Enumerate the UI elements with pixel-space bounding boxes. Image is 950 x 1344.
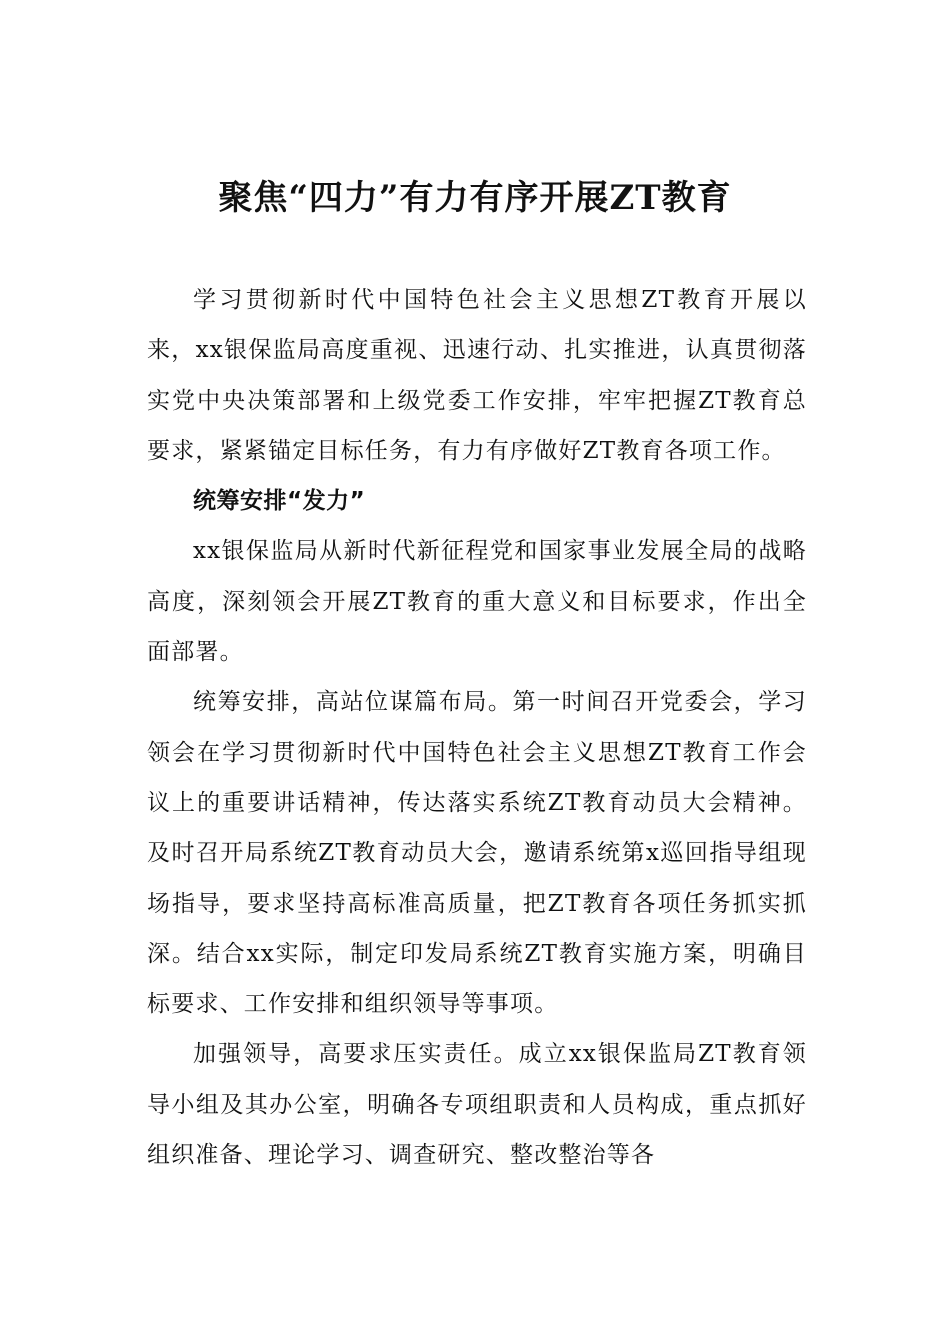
document-body (147, 275, 807, 1180)
document-title: 聚焦“四力”有力有序开展ZT教育 (218, 178, 732, 218)
section-paragraph-3: 加强领导，高要求压实责任。成立xx银保监局ZT教育领导小组及其办公室，明确各专项组职责和人员构成，重点抓好组织准备、理论学习、调查研究、整改整治等各 (147, 1041, 807, 1169)
section-heading: 统筹安排“发力” (193, 488, 366, 515)
section-paragraph-2: 统筹安排，高站位谋篇布局。第一时间召开党委会，学习领会在学习贯彻新时代中国特色社会主义思想ZT教育工作会议上的重要讲话精神，传达落实系统ZT教育动员大会精神。及时召开局系统ZT教育动员大会，邀请系统第x巡回指导组现场指导，要求坚持高标准高质量，把ZT教育各项任务抓实抓深。结合xx实际，制定印发局系统ZT教育实施方案，明确目标要求、工作安排和组织领导等事项。 (147, 689, 807, 1018)
section-paragraph-1: xx银保监局从新时代新征程党和国家事业发展全局的战略高度，深刻领会开展ZT教育的重大意义和目标要求，作出全面部署。 (147, 538, 807, 666)
intro-paragraph: 学习贯彻新时代中国特色社会主义思想ZT教育开展以来，xx银保监局高度重视、迅速行动、扎实推进，认真贯彻落实党中央决策部署和上级党委工作安排，牢牢把握ZT教育总要求，紧紧锚定目标任务，有力有序做好ZT教育各项工作。 (147, 287, 807, 464)
